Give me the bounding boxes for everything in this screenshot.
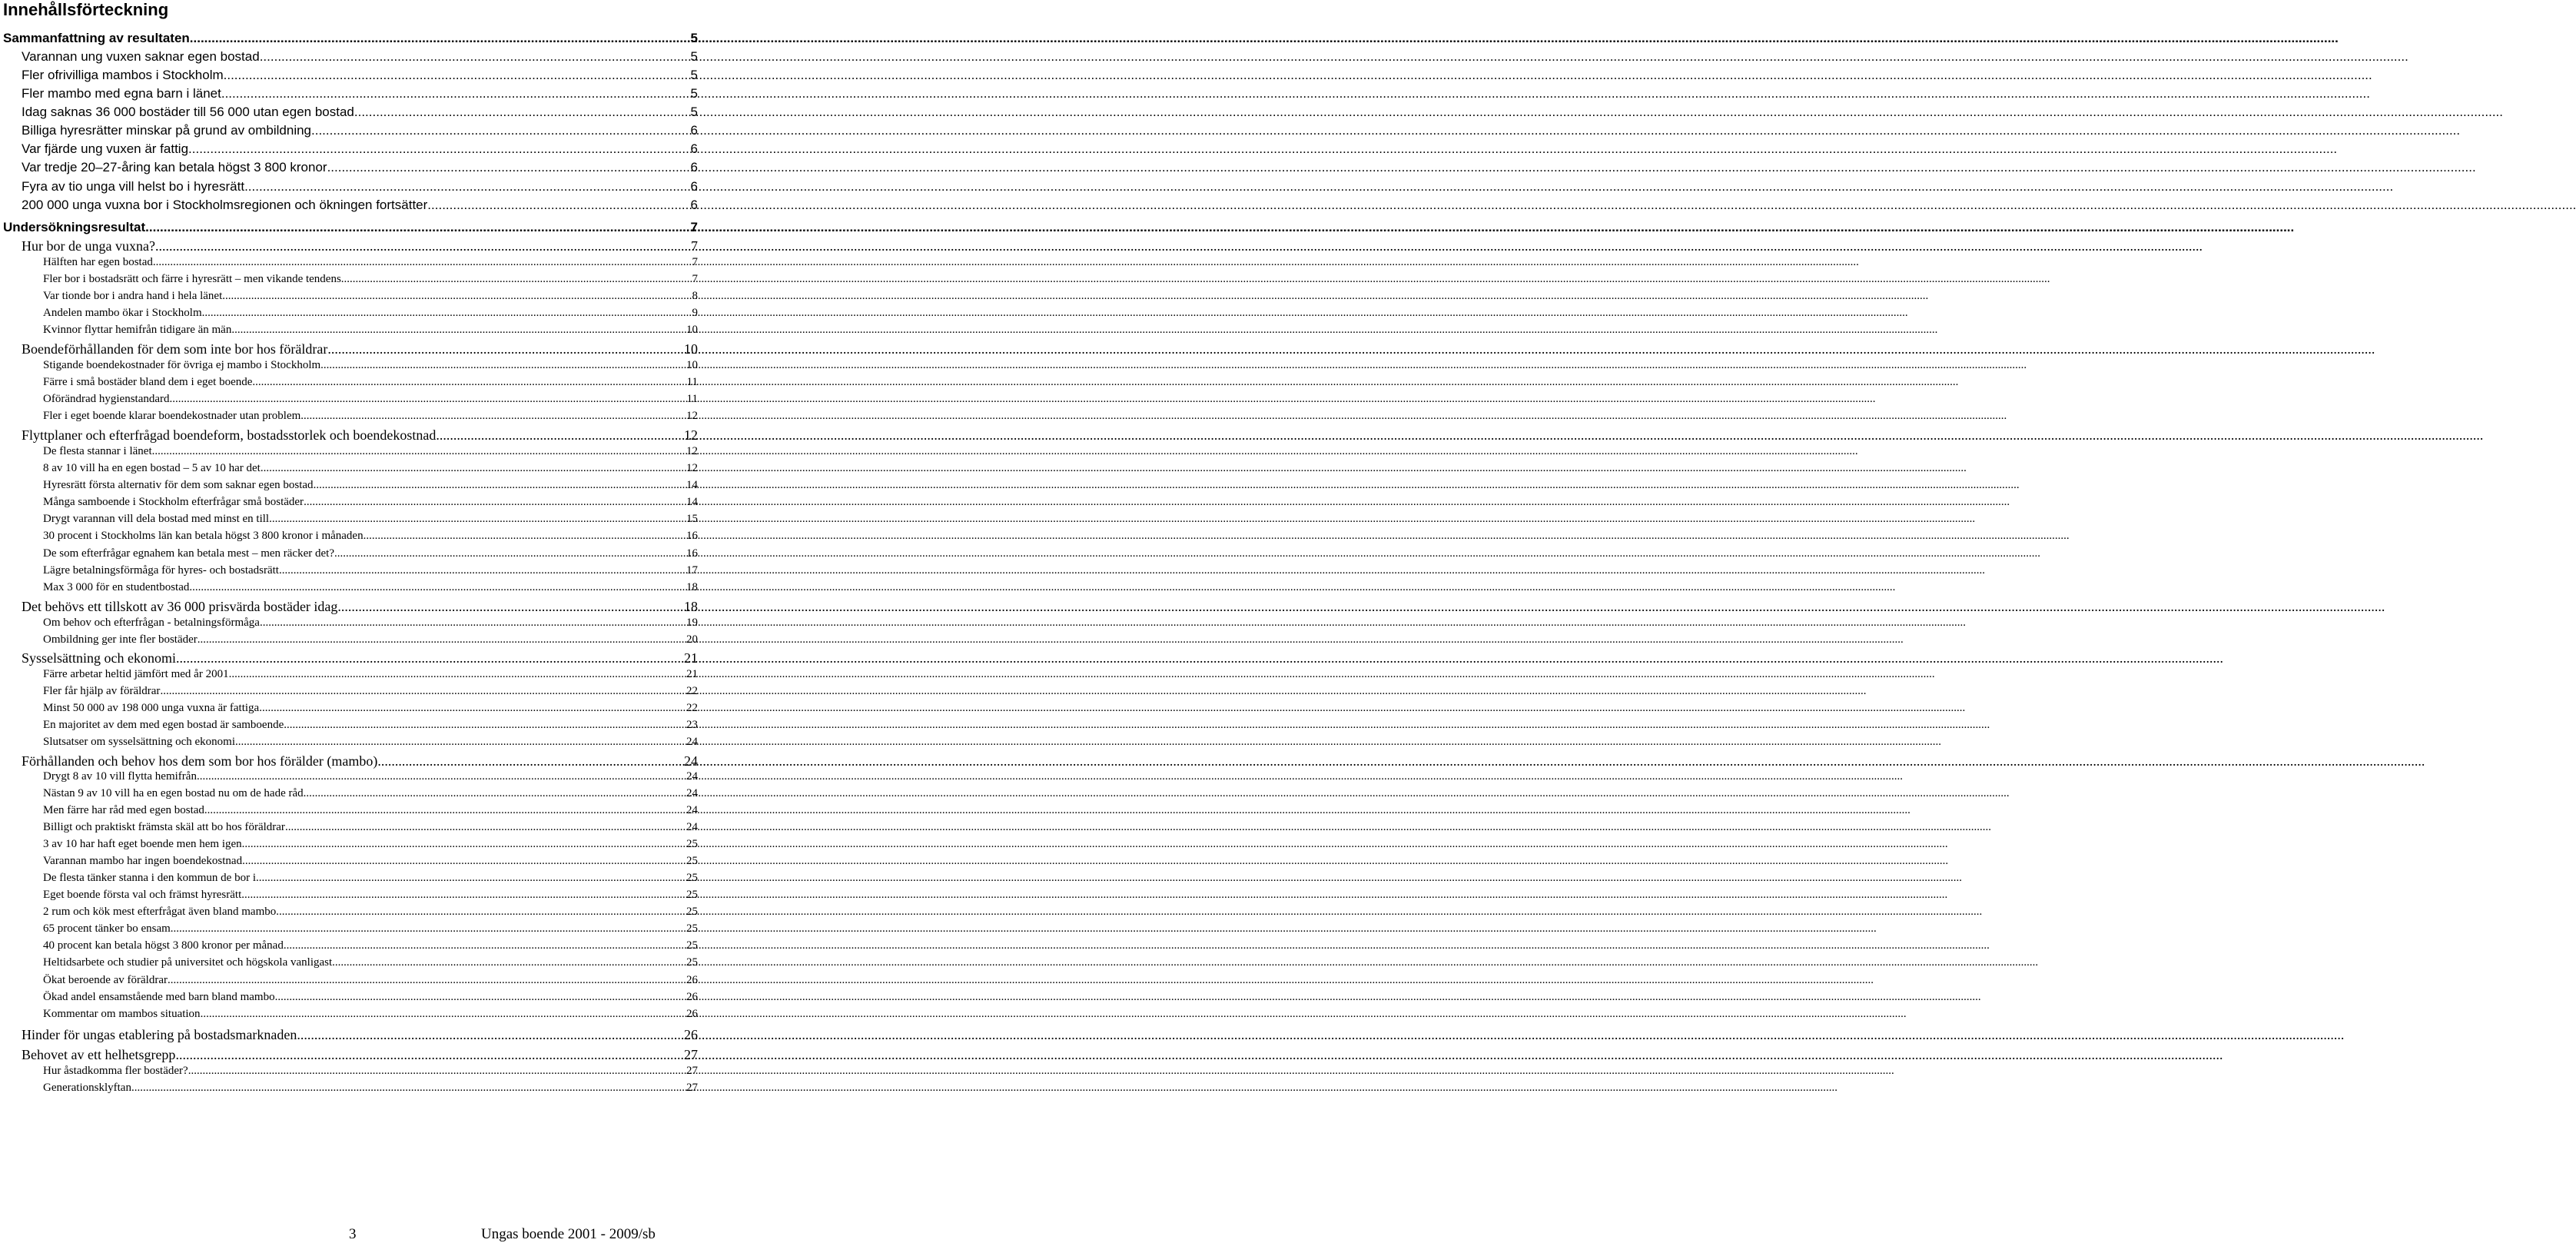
- toc-leader-dots: [204, 804, 685, 817]
- toc-entry[interactable]: [43, 496, 698, 513]
- toc-entry-title: Stigande boendekostnader för övriga ej mambo i Stockholm: [43, 359, 321, 371]
- toc-entry-title: Var fjärde ung vuxen är fattig: [22, 141, 189, 156]
- toc-leader-dots: [377, 753, 683, 769]
- toc-entry[interactable]: [43, 393, 698, 410]
- toc-entry-title: Fler får hjälp av föräldrar: [43, 685, 161, 697]
- toc-entry[interactable]: [43, 939, 698, 956]
- toc-entry[interactable]: [22, 198, 698, 216]
- toc-entry-page: 27: [684, 1047, 698, 1062]
- toc-entry[interactable]: [43, 956, 698, 973]
- toc-entry-page: 26: [686, 991, 698, 1003]
- toc-entry-page: 15: [686, 513, 698, 525]
- toc-entry[interactable]: [43, 974, 698, 991]
- toc-entry-page: 25: [686, 855, 698, 867]
- toc-leader-dots: [252, 376, 685, 389]
- toc-entry[interactable]: [43, 668, 698, 685]
- toc-entry[interactable]: [22, 341, 698, 360]
- toc-leader-dots: [256, 872, 685, 885]
- toc-entry[interactable]: [22, 141, 698, 160]
- toc-entry-title: Fler mambo med egna barn i länet: [22, 86, 221, 101]
- toc-leader-dots: [304, 496, 685, 509]
- toc-leader-dots: [363, 530, 685, 543]
- toc-leader-dots: [201, 1008, 685, 1021]
- toc-leader-dots: [131, 1082, 685, 1095]
- toc-entry[interactable]: [43, 359, 698, 376]
- toc-leader-dots: [189, 581, 685, 594]
- toc-entry-title: Generationsklyftan: [43, 1082, 131, 1094]
- toc-leader-dots: [176, 650, 683, 666]
- toc-leader-dots: [344, 273, 692, 286]
- toc-entry-title: Det behövs ett tillskott av 36 000 prisvärda bostäder idag: [22, 599, 338, 614]
- toc-entry-title: Sysselsättning och ekonomi: [22, 650, 176, 666]
- toc-entry-title: Billigt och praktiskt främsta skäl att bo hos föräldrar: [43, 821, 285, 833]
- toc-entry-page: 25: [686, 906, 698, 918]
- toc-entry[interactable]: [22, 123, 698, 141]
- toc-entry-page: 25: [686, 889, 698, 901]
- toc-leader-dots: [231, 324, 685, 337]
- toc-leader-dots: [145, 220, 689, 235]
- toc-entry[interactable]: [43, 410, 698, 427]
- toc-entry-page: 11: [686, 393, 698, 405]
- toc-entry-title: Nästan 9 av 10 vill ha en egen bostad nu om de hade råd: [43, 787, 304, 799]
- toc-leader-dots: [279, 564, 685, 577]
- toc-leader-dots: [332, 956, 685, 969]
- toc-leader-dots: [224, 68, 690, 83]
- toc-leader-dots: [260, 49, 690, 65]
- toc-entry[interactable]: [43, 479, 698, 496]
- toc-entry-title: Ökad andel ensamstående med barn bland mambo: [43, 991, 275, 1003]
- toc-leader-dots: [160, 685, 685, 698]
- toc-entry-title: Drygt 8 av 10 vill flytta hemifrån: [43, 770, 197, 783]
- toc-entry-page: 8: [692, 290, 698, 302]
- toc-entry-page: 10: [686, 359, 698, 371]
- toc-leader-dots: [222, 290, 691, 303]
- toc-entry-title: Idag saknas 36 000 bostäder till 56 000 utan egen bostad: [22, 105, 354, 119]
- toc-leader-dots: [304, 787, 685, 800]
- toc-entry-title: Kvinnor flyttar hemifrån tidigare än män: [43, 324, 232, 336]
- toc-leader-dots: [152, 445, 685, 458]
- toc-leader-dots: [327, 160, 690, 175]
- toc-entry[interactable]: [22, 179, 698, 198]
- toc-entry[interactable]: [43, 922, 698, 939]
- toc-leader-dots: [153, 256, 692, 269]
- toc-entry-page: 26: [686, 1008, 698, 1020]
- toc-leader-dots: [197, 770, 685, 783]
- toc-leader-dots: [202, 307, 692, 320]
- toc-entry-title: Drygt varannan vill dela bostad med minst en till: [43, 513, 270, 525]
- toc-entry-title: Hur bor de unga vuxna?: [22, 238, 155, 254]
- toc-entry[interactable]: [43, 547, 698, 564]
- toc-entry-title: 2 rum och kök mest efterfrågat även bland mambo: [43, 906, 277, 918]
- toc-entry[interactable]: [43, 1065, 698, 1082]
- toc-entry-page: 14: [686, 479, 698, 491]
- toc-leader-dots: [276, 906, 685, 919]
- toc-entry-page: 5: [690, 31, 698, 45]
- toc-entry-title: Hinder för ungas etablering på bostadsmarknaden: [22, 1027, 297, 1042]
- toc-leader-dots: [284, 719, 685, 732]
- toc-entry-title: De flesta stannar i länet: [43, 445, 152, 457]
- toc-leader-dots: [275, 991, 685, 1004]
- toc-entry[interactable]: [22, 238, 698, 257]
- toc-entry[interactable]: [22, 105, 698, 123]
- toc-leader-dots: [188, 1065, 685, 1078]
- toc-entry-page: 26: [686, 974, 698, 986]
- toc-entry[interactable]: [43, 787, 698, 804]
- toc-entry-page: 7: [691, 238, 698, 254]
- page-title: Innehållsförteckning: [3, 0, 169, 19]
- toc-entry-title: Om behov och efterfrågan - betalningsförmåga: [43, 617, 260, 629]
- toc-entry-page: 14: [686, 496, 698, 508]
- toc-entry-title: Heltidsarbete och studier på universitet och högskola vanligast: [43, 956, 333, 969]
- toc-entry-title: Slutsatser om sysselsättning och ekonomi: [43, 736, 235, 748]
- toc-leader-dots: [354, 105, 690, 120]
- toc-entry-page: 16: [686, 530, 698, 542]
- toc-entry-page: 24: [686, 787, 698, 799]
- toc-entry-page: 5: [690, 49, 698, 64]
- toc-entry-title: Många samboende i Stockholm efterfrågar små bostäder: [43, 496, 304, 508]
- toc-entry-page: 9: [692, 307, 698, 319]
- toc-entry-title: Lägre betalningsförmåga för hyres- och bostadsrätt: [43, 564, 279, 577]
- toc-entry-page: 24: [686, 736, 698, 748]
- toc-entry-title: 8 av 10 vill ha en egen bostad – 5 av 10 har det: [43, 462, 261, 474]
- toc-entry-title: Fler i eget boende klarar boendekostnader utan problem: [43, 410, 301, 422]
- toc-entry-page: 17: [686, 564, 698, 577]
- toc-entry-page: 7: [692, 256, 698, 268]
- toc-entry[interactable]: [22, 49, 698, 68]
- toc-entry[interactable]: [22, 68, 698, 86]
- toc-leader-dots: [284, 939, 685, 952]
- toc-entry[interactable]: [22, 1047, 698, 1065]
- toc-entry-page: 24: [686, 804, 698, 816]
- toc-leader-dots: [241, 889, 685, 902]
- toc-entry-page: 22: [686, 702, 698, 714]
- toc-leader-dots: [269, 513, 685, 526]
- toc-entry-title: Hyresrätt första alternativ för dem som saknar egen bostad: [43, 479, 314, 491]
- toc-entry-page: 6: [690, 179, 698, 194]
- toc-entry[interactable]: [3, 31, 698, 49]
- toc-entry[interactable]: [43, 513, 698, 530]
- toc-entry-title: Fyra av tio unga vill helst bo i hyresrätt: [22, 179, 245, 194]
- toc-entry[interactable]: [43, 804, 698, 821]
- toc-leader-dots: [436, 427, 683, 444]
- toc-leader-dots: [314, 479, 685, 492]
- footer-text: Ungas boende 2001 - 2009/sb: [481, 1226, 656, 1242]
- toc-leader-dots: [285, 821, 685, 834]
- toc-leader-dots: [221, 86, 690, 101]
- toc-entry-page: 25: [686, 838, 698, 850]
- toc-entry-page: 24: [686, 770, 698, 783]
- toc-entry-title: 65 procent tänker bo ensam: [43, 922, 171, 935]
- toc-entry-title: Men färre har råd med egen bostad: [43, 804, 204, 816]
- toc-entry-page: 5: [690, 86, 698, 101]
- toc-entry-page: 12: [686, 445, 698, 457]
- toc-entry-page: 16: [686, 547, 698, 560]
- toc-entry[interactable]: [43, 617, 698, 633]
- toc-entry-page: 5: [690, 68, 698, 82]
- toc-entry-title: 3 av 10 har haft eget boende men hem igen: [43, 838, 242, 850]
- toc-leader-dots: [171, 922, 685, 936]
- toc-leader-dots: [311, 123, 690, 138]
- toc-entry-page: 6: [690, 141, 698, 156]
- toc-leader-dots: [190, 31, 690, 46]
- toc-entry-page: 5: [690, 105, 698, 119]
- toc-entry[interactable]: [43, 307, 698, 324]
- toc-leader-dots: [261, 462, 685, 475]
- toc-entry-page: 27: [686, 1082, 698, 1094]
- toc-entry-page: 12: [686, 410, 698, 422]
- toc-entry-page: 26: [684, 1027, 698, 1042]
- toc-entry[interactable]: [22, 427, 698, 446]
- toc-entry[interactable]: [43, 376, 698, 393]
- toc-leader-dots: [244, 179, 689, 194]
- toc-entry[interactable]: [43, 719, 698, 736]
- toc-entry-title: Var tionde bor i andra hand i hela länet: [43, 290, 223, 302]
- toc-leader-dots: [235, 736, 685, 749]
- toc-entry[interactable]: [43, 991, 698, 1008]
- toc-entry[interactable]: [43, 889, 698, 906]
- toc-entry-page: 10: [684, 341, 698, 357]
- toc-entry-page: 21: [684, 650, 698, 666]
- toc-entry-title: 30 procent i Stockholms län kan betala högst 3 800 kronor i månaden: [43, 530, 363, 542]
- toc-entry[interactable]: [22, 160, 698, 178]
- toc-leader-dots: [170, 393, 686, 406]
- toc-leader-dots: [175, 1047, 683, 1063]
- toc-leader-dots: [297, 1027, 683, 1043]
- toc-entry-title: Sammanfattning av resultaten: [3, 31, 190, 45]
- toc-entry[interactable]: [43, 685, 698, 702]
- toc-entry[interactable]: [43, 633, 698, 650]
- toc-entry-page: 24: [686, 821, 698, 833]
- toc-entry[interactable]: [43, 855, 698, 872]
- toc-entry-page: 10: [686, 324, 698, 336]
- toc-entry-page: 27: [686, 1065, 698, 1077]
- toc-leader-dots: [427, 198, 689, 213]
- toc-entry-page: 20: [686, 633, 698, 646]
- toc-entry[interactable]: [43, 530, 698, 547]
- toc-entry-page: 25: [686, 872, 698, 884]
- toc-entry-title: Eget boende första val och främst hyresrätt: [43, 889, 242, 901]
- toc-entry-page: 18: [686, 581, 698, 593]
- toc-entry[interactable]: [43, 273, 698, 290]
- toc-entry-page: 21: [686, 668, 698, 680]
- toc-entry-title: Billiga hyresrätter minskar på grund av ombildning: [22, 123, 312, 138]
- toc-entry[interactable]: [43, 290, 698, 307]
- toc-entry[interactable]: [22, 650, 698, 669]
- toc-entry[interactable]: [43, 838, 698, 855]
- toc-entry-title: 40 procent kan betala högst 3 800 kronor per månad: [43, 939, 284, 952]
- toc-entry-title: De flesta tänker stanna i den kommun de bor i: [43, 872, 257, 884]
- toc-entry[interactable]: [22, 86, 698, 105]
- toc-entry-title: Undersökningsresultat: [3, 220, 146, 234]
- toc-entry-title: Oförändrad hygienstandard: [43, 393, 170, 405]
- toc-entry-page: 7: [692, 273, 698, 285]
- toc-leader-dots: [334, 547, 685, 560]
- toc-entry-page: 6: [690, 123, 698, 138]
- toc-entry-title: Varannan ung vuxen saknar egen bostad: [22, 49, 260, 64]
- toc-entry-title: Andelen mambo ökar i Stockholm: [43, 307, 202, 319]
- toc-entry[interactable]: [43, 445, 698, 462]
- toc-entry-title: Fler ofrivilliga mambos i Stockholm: [22, 68, 224, 82]
- toc-entry-title: Behovet av ett helhetsgrepp: [22, 1047, 176, 1062]
- toc-leader-dots: [229, 668, 685, 681]
- toc-entry[interactable]: [43, 462, 698, 479]
- toc-leader-dots: [300, 410, 685, 423]
- toc-entry[interactable]: [22, 599, 698, 617]
- toc-leader-dots: [188, 141, 689, 157]
- toc-entry-title: Minst 50 000 av 198 000 unga vuxna är fattiga: [43, 702, 260, 714]
- toc-leader-dots: [168, 974, 685, 987]
- toc-entry-title: Fler bor i bostadsrätt och färre i hyresrätt – men vikande tendens.: [43, 273, 344, 285]
- toc-entry-page: 25: [686, 939, 698, 952]
- toc-entry-title: Varannan mambo har ingen boendekostnad: [43, 855, 243, 867]
- toc-entry-title: Boendeförhållanden för dem som inte bor hos föräldrar: [22, 341, 328, 357]
- toc-leader-dots: [320, 359, 685, 372]
- toc-entry[interactable]: [43, 324, 698, 341]
- toc-entry[interactable]: [22, 1027, 698, 1045]
- toc-leader-dots: [155, 238, 690, 254]
- toc-entry-title: Var tredje 20–27-åring kan betala högst 3 800 kronor: [22, 160, 327, 174]
- toc-entry[interactable]: [43, 872, 698, 889]
- toc-leader-dots: [260, 617, 685, 630]
- toc-entry-title: Hälften har egen bostad: [43, 256, 153, 268]
- toc-entry-page: 12: [686, 462, 698, 474]
- toc-entry-title: 200 000 unga vuxna bor i Stockholmsregionen och ökningen fortsätter: [22, 198, 428, 212]
- toc-entry-page: 11: [686, 376, 698, 388]
- toc-entry-page: 19: [686, 617, 698, 629]
- toc-entry[interactable]: [43, 256, 698, 273]
- toc-entry-title: Förhållanden och behov hos dem som bor hos förälder (mambo): [22, 753, 378, 769]
- toc-entry-page: 22: [686, 685, 698, 697]
- toc-leader-dots: [327, 341, 683, 357]
- toc-entry[interactable]: [43, 770, 698, 787]
- toc-entry-title: Ökat beroende av föräldrar: [43, 974, 168, 986]
- toc-entry-page: 25: [686, 956, 698, 969]
- toc-leader-dots: [242, 855, 685, 868]
- toc-entry[interactable]: [43, 702, 698, 719]
- toc-leader-dots: [198, 633, 685, 646]
- toc-entry-page: 24: [684, 753, 698, 769]
- toc-entry[interactable]: [43, 1082, 698, 1098]
- toc-entry-title: Kommentar om mambos situation: [43, 1008, 201, 1020]
- toc-entry[interactable]: [43, 1008, 698, 1025]
- toc-entry-page: 18: [684, 599, 698, 614]
- toc-entry-page: 25: [686, 922, 698, 935]
- toc-entry[interactable]: [43, 821, 698, 838]
- toc-entry-page: 12: [684, 427, 698, 443]
- toc-entry[interactable]: [43, 736, 698, 753]
- toc-entry-title: En majoritet av dem med egen bostad är samboende: [43, 719, 284, 731]
- toc-entry-page: 7: [690, 220, 698, 234]
- toc-entry-title: Färre i små bostäder bland dem i eget boende: [43, 376, 253, 388]
- toc-entry-title: Färre arbetar heltid jämfört med år 2001: [43, 668, 229, 680]
- toc-entry-page: 6: [690, 160, 698, 174]
- toc-entry[interactable]: [22, 753, 698, 772]
- toc-leader-dots: [242, 838, 685, 851]
- toc-entry-title: Max 3 000 för en studentbostad: [43, 581, 190, 593]
- toc-entry[interactable]: [3, 220, 698, 238]
- footer-page-number: 3: [349, 1226, 357, 1242]
- toc-entry-title: Hur åstadkomma fler bostäder?: [43, 1065, 188, 1077]
- toc-entry-page: 23: [686, 719, 698, 731]
- toc-entry-title: Ombildning ger inte fler bostäder: [43, 633, 198, 646]
- toc-entry[interactable]: [43, 581, 698, 598]
- toc-entry[interactable]: [43, 906, 698, 922]
- toc-leader-dots: [337, 599, 683, 615]
- toc-leader-dots: [259, 702, 685, 715]
- toc-entry-title: De som efterfrågar egnahem kan betala mest – men räcker det?: [43, 547, 334, 560]
- toc-entry-title: Flyttplaner och efterfrågad boendeform, bostadsstorlek och boendekostnad: [22, 427, 437, 443]
- toc-entry[interactable]: [43, 564, 698, 581]
- toc-entry-page: 6: [690, 198, 698, 212]
